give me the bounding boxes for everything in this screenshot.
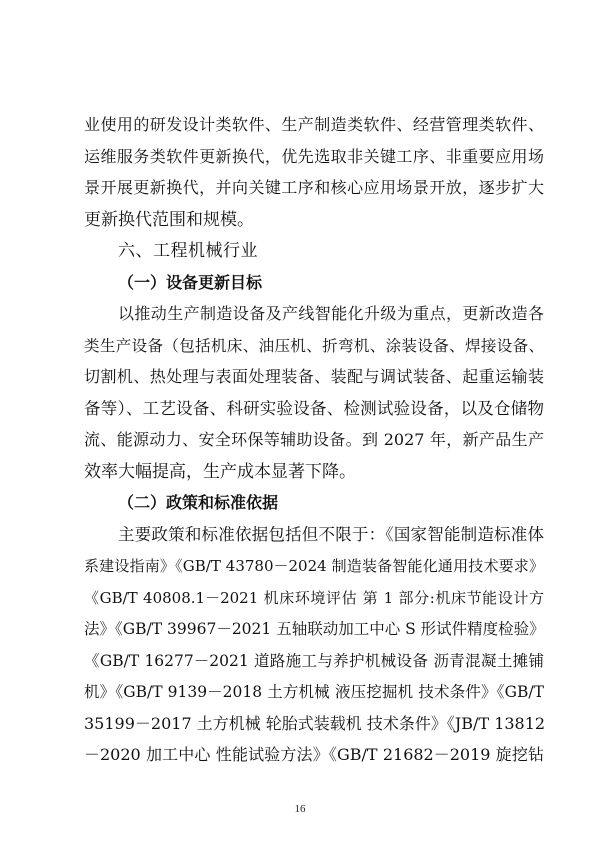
intro-line-2: 运维服务类软件更新换代，优先选取非关键工序、非重要应用场 (84, 147, 544, 166)
subsection-1-line-4: 备等）、工艺设备、科研实验设备、检测试验设备，以及仓储物 (84, 399, 544, 418)
subsection-1-line-6: 效率大幅提高，生产成本显著下降。 (84, 462, 356, 482)
subsection-2-line-2: 系建设指南》《GB/T 43780－2024 制造装备智能化通用技术要求》 (84, 557, 544, 575)
subsection-2-line-1: 主要政策和标准依据包括但不限于：《国家智能制造标准体 (118, 525, 544, 544)
subsection-1-heading: （一）设备更新目标 (118, 273, 263, 292)
subsection-2-line-8: －2020 加工中心 性能试验方法》《GB/T 21682－2019 旋挖钻 (84, 745, 544, 764)
intro-line-3: 景开展更新换代，并向关键工序和核心应用场景开放，逐步扩大 (84, 178, 544, 197)
page-number: 16 (294, 803, 306, 815)
intro-line-1: 业使用的研发设计类软件、生产制造类软件、经营管理类软件、 (84, 115, 544, 134)
subsection-1-line-3: 切割机、热处理与表面处理装备、装配与调试装备、起重运输装 (84, 367, 544, 386)
subsection-2-line-3: 《GB/T 40808.1－2021 机床环境评估 第 1 部分:机床节能设计方 (84, 589, 544, 607)
subsection-2-line-7: 35199－2017 土方机械 轮胎式装载机 技术条件》《JB/T 13812 (84, 714, 546, 733)
subsection-2-line-6: 机》《GB/T 9139－2018 土方机械 液压挖掘机 技术条件》《GB/T (84, 683, 544, 701)
intro-line-4: 更新换代范围和规模。 (84, 210, 254, 230)
subsection-2-line-5: 《GB/T 16277－2021 道路施工与养护机械设备 沥青混凝土摊铺 (84, 652, 544, 670)
subsection-1-line-1: 以推动生产制造设备及产线智能化升级为重点，更新改造各 (118, 304, 544, 323)
subsection-1-line-2: 类生产设备（包括机床、油压机、折弯机、涂装设备、焊接设备、 (84, 337, 544, 355)
subsection-2-heading: （二）政策和标准依据 (118, 493, 279, 512)
subsection-1-line-5: 流、能源动力、安全环保等辅助设备。到 2027 年，新产品生产 (84, 430, 544, 449)
section-heading: 六、工程机械行业 (118, 241, 258, 261)
subsection-2-line-4: 法》《GB/T 39967－2021 五轴联动加工中心 S 形试件精度检验》 (84, 620, 545, 638)
